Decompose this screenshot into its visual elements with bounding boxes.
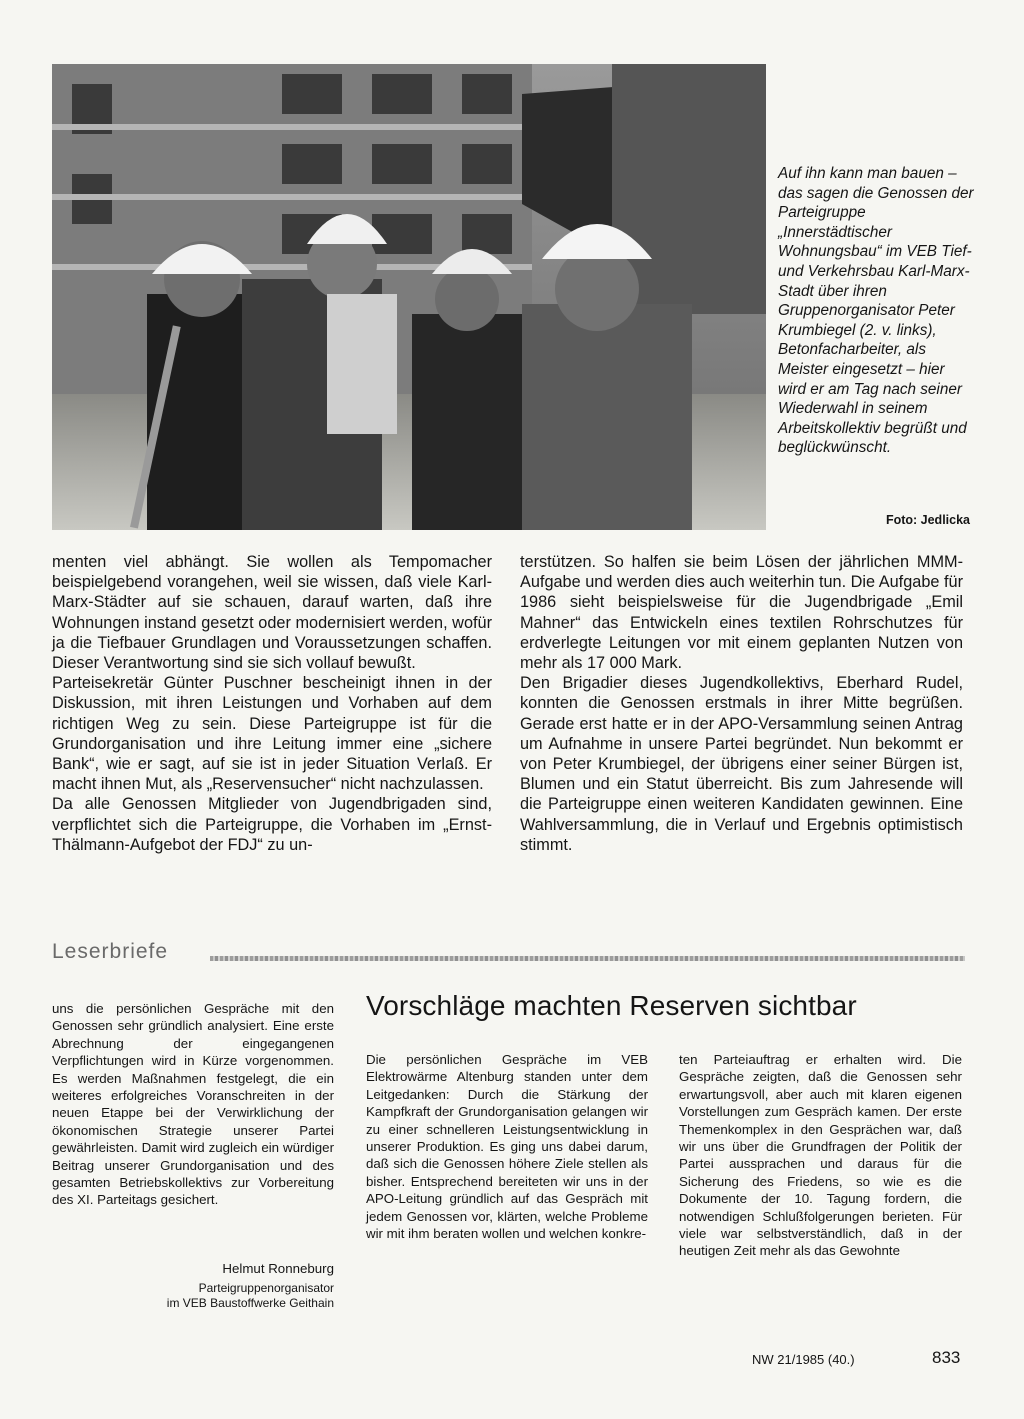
paragraph: Da alle Genossen Mitglieder von Jugendbrigaden sind, verpflichtet sich die Parteigruppe, die Vorhaben im „Ernst-Thälmann-Aufgebot der FDJ“ zu un- <box>52 795 492 854</box>
letter-column-middle <box>366 1051 648 1242</box>
paragraph: terstützen. So halfen sie beim Lösen der jährlichen MMM-Aufgabe und werden dies auch weiterhin tun. Die Aufgabe für 1986 sieht beispielsweise für die Jugendbrigade „Emil Mahner“ das Entwickeln eines textilen Rohrschutzes für erdverlegte Leitungen vor mit einem geplanten Nutzen von mehr als 17 000 Mark. <box>520 553 963 673</box>
paragraph: uns die persönlichen Gespräche mit den Genossen sehr gründlich analysiert. Eine erste Abrechnung der eingegangenen Verpflichtungen wird in Kürze vorgenommen. Es werden Maßnahmen festgelegt, die ein weiteres erfolgreiches Voranschreiten in der neuen Etappe bei der Verwirklichung der ökonomischen Strategie unserer Partei gewährleisten. Damit wird zugleich ein würdiger Beitrag unserer Grundorganisation und des gesamten Betriebskollektivs zur Vorbereitung des XI. Parteitags gesichert. <box>52 1001 334 1208</box>
issue-reference: NW 21/1985 (40.) <box>752 1352 855 1367</box>
photo-credit: Foto: Jedlicka <box>885 513 970 527</box>
paragraph: Den Brigadier dieses Jugendkollektivs, Eberhard Rudel, konnten die Genossen erstmals in ihrer Mitte begrüßen. Gerade erst hatte er in der APO-Versammlung seinen Antrag um Aufnahme in unsere Partei begründet. Nun bekommt er von Peter Krumbiegel, der übrigens einer seiner Bürgen ist, Blumen und ein Statut überreicht. Bis zum Jahresende will die Parteigruppe einen weiteren Kandidaten gewinnen. Eine Wahlversammlung, die in Verlauf und Ergebnis optimistisch stimmt. <box>520 674 963 854</box>
role-line: Parteigruppenorganisator <box>198 1281 334 1295</box>
letter-author-role <box>52 1281 334 1311</box>
page-number: 833 <box>932 1348 961 1367</box>
paragraph: ten Parteiauftrag er erhalten wird. Die Gespräche zeigten, daß die Genossen sehr erwartungsvoll, aber auch mit klaren eigenen Vorstellungen zum Gespräch kamen. Der erste Themenkomplex in den Gesprächen war, daß wir uns über die Grundfragen der Politik der Partei aussprachen und daraus für die Sicherung des Friedens, so wie es die Dokumente der 10. Tagung fordern, die notwendigen Schlußfolgerungen berieten. Für viele war selbstverständlich, daß in der heutigen Zeit mehr als das Gewohnte <box>679 1052 962 1259</box>
article-column-right <box>520 552 963 855</box>
section-divider <box>210 956 965 961</box>
letter-author: Helmut Ronneburg <box>222 1261 334 1276</box>
construction-workers-photo <box>52 64 766 530</box>
role-line: im VEB Baustoffwerke Geithain <box>166 1296 334 1310</box>
paragraph: Die persönlichen Gespräche im VEB Elektrowärme Altenburg standen unter dem Leitgedanken: Durch die Stärkung der Kampfkraft der Grundorganisation gelangen wir zu einer schnelleren Leistungsentwicklung in unserer Produktion. Es ging uns dabei darum, daß sich die Genossen höhere Ziele stellen als bisher. Entsprechend bereiteten wir uns in der APO-Leitung gründlich auf das Gespräch mit jedem Genossen vor, klärten, welche Probleme wir mit ihm beraten wollen und welchen konkre- <box>366 1052 648 1242</box>
paragraph: menten viel abhängt. Sie wollen als Tempomacher beispielgebend vorangehen, weil sie wissen, daß viele Karl-Marx-Städter auf sie schauen, darauf warten, daß ihre Wohnungen instand gesetzt oder modernisiert werden, wofür ja die Tiefbauer Grundlagen und Voraussetzungen schaffen. Dieser Verantwortung sind sie sich vollauf bewußt. <box>52 553 492 673</box>
letter-column-left <box>52 1000 334 1209</box>
section-rubric: Leserbriefe <box>52 940 169 963</box>
letter-headline: Vorschläge machten Reserven sichtbar <box>366 990 857 1021</box>
article-column-left <box>52 552 492 855</box>
photo-caption: Auf ihn kann man bauen – das sagen die Genossen der Parteigruppe „Innerstädtischer Wohnungsbau“ im VEB Tief- und Verkehrsbau Karl-Marx-Stadt über ihren Gruppenorganisator Peter Krumbiegel (2. v. links), Betonfacharbeiter, als Meister eingesetzt – hier wird er am Tag nach seiner Wiederwahl in seinem Arbeitskollektiv begrüßt und beglückwünscht. <box>778 165 974 457</box>
photo-icon <box>52 64 766 530</box>
letter-column-right <box>679 1051 962 1260</box>
paragraph: Parteisekretär Günter Puschner bescheinigt ihnen in der Diskussion, mit ihren Leistungen und Vorhaben auf dem richtigen Weg zu sein. Diese Parteigruppe ist für die Grundorganisation und ihre Leitung immer eine „sichere Bank“, wie er sagt, auf sie ist in jeder Situation Verlaß. Er macht ihnen Mut, als „Reservensucher“ nicht nachzulassen. <box>52 674 492 794</box>
